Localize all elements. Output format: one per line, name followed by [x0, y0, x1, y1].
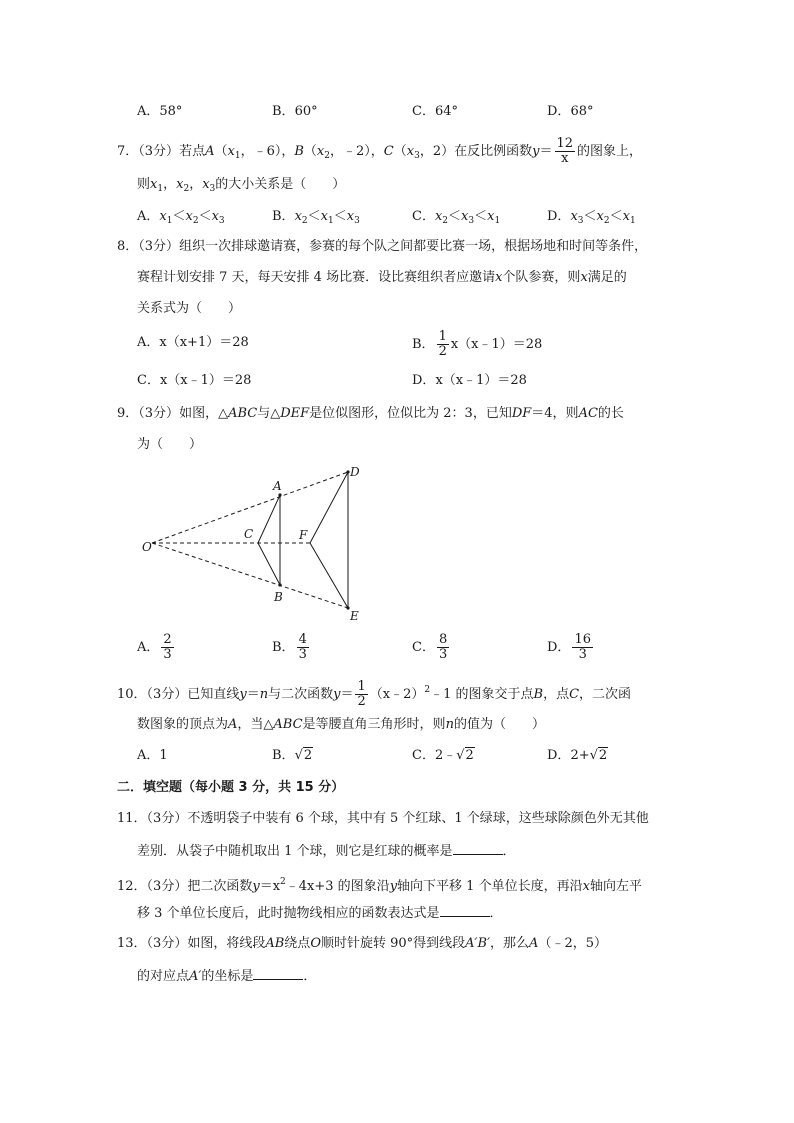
section-fill-in-title: 二．填空题（每小题 3 分，共 15 分） [117, 780, 345, 795]
q9-line1: 9．（3分）如图，△ABC与△DEF是位似图形，位似比为 2：3，已知DF＝4，则AC的长 [117, 406, 624, 421]
q7-option-b: B．$x_2<x_1<x_3$ [272, 209, 360, 226]
q9-label-d: D [350, 465, 360, 479]
q11-line1: 11．（3分）不透明袋子中装有 6 个球，其中有 5 个红球、1 个绿球，这些球除颜色外无其他 [117, 811, 649, 826]
q6-option-c: C．64° [412, 104, 458, 119]
q9-label-o: O [142, 540, 152, 554]
q9-figure [130, 460, 370, 625]
q12-line2: 移 3 个单位长度后，此时抛物线相应的函数表达式是 ． [137, 903, 503, 924]
q8-line1: 8．（3分）组织一次排球邀请赛，参赛的每个队之间都要比赛一场，根据场地和时间等条件， [117, 239, 648, 254]
q8-option-b-fraction: $\frac{1}{2}$ [438, 329, 447, 359]
q9-label-a: A [273, 479, 282, 493]
q10-option-b: B．√2 [272, 746, 313, 766]
q8-option-c: C．x（x﹣1）＝28 [137, 373, 252, 388]
q7-line1: 7．（3分）若点$A(x_1$，﹣6），$B(x_2$，﹣2），$C(x_3$，2）在反比例函数y＝ $\frac{12}{x}$ 的图象上， [117, 136, 643, 166]
q8-option-b: B． $\frac{1}{2}$ x（x﹣1）＝28 [412, 329, 543, 359]
q9-label-b: B [274, 590, 283, 604]
sqrt-symbol: √2 [456, 748, 474, 763]
q9-label-e: E [350, 609, 359, 623]
sqrt-symbol: √2 [589, 748, 608, 763]
q8-line2: 赛程计划安排 7 天，每天安排 4 场比赛．设比赛组织者应邀请x个队参赛，则x满足的 [137, 270, 627, 285]
q12-line1: 12．（3分）把二次函数$y=x^2﹣4x+3$ 的图象沿y轴向下平移 1 个单位长度，再沿x轴向左平 [117, 877, 642, 894]
q6-option-b: B．60° [272, 104, 318, 119]
q9-option-b: B． $\frac{4}{3}$ [272, 632, 307, 662]
q10-option-c: C．2﹣√2 [412, 746, 475, 766]
q9-option-a: A． $\frac{2}{3}$ [137, 632, 172, 662]
q8-line3: 关系式为（ ） [137, 301, 242, 316]
q8-option-d: D．x（x﹣1）＝28 [412, 373, 527, 388]
q7-option-c: C．$x_2<x_3<x_1$ [412, 209, 501, 226]
q9-triangle-def [310, 472, 348, 608]
q13-answer-blank[interactable] [253, 966, 303, 980]
q10-line2: 数图象的顶点为A，当△ABC是等腰直角三角形时，则n的值为（ ） [137, 717, 545, 732]
q6-option-a: A．58° [137, 104, 183, 119]
q6-option-d: D．68° [547, 104, 594, 119]
q7-line2: 则$x_1$，$x_2$，$x_3$的大小关系是（ ） [137, 177, 346, 194]
q9-option-d: D． $\frac{16}{3}$ [547, 632, 591, 662]
q11-answer-blank[interactable] [453, 841, 503, 855]
q9-triangle-abc [258, 495, 280, 585]
q9-dashed-oe [152, 543, 348, 608]
q10-option-a: A．1 [137, 748, 168, 763]
q13-line2: 的对应点A′的坐标是 ． [137, 966, 316, 987]
q11-line2: 差别．从袋子中随机取出 1 个球，则它是红球的概率是 ． [137, 841, 516, 862]
q12-answer-blank[interactable] [440, 903, 490, 917]
q7-option-d: D．$x_3<x_2<x_1$ [547, 209, 636, 226]
q7-fraction: $\frac{12}{x}$ [556, 136, 574, 166]
q13-line1: 13．（3分）如图，将线段AB绕点O顺时针旋转 90°得到线段A′B′，那么A（﹣2，5） [117, 936, 607, 951]
q9-label-f: F [299, 528, 308, 542]
q9-line2: 为（ ） [137, 437, 203, 452]
q9-option-c: C． $\frac{8}{3}$ [412, 632, 448, 662]
q8-option-a: A．x（x+1）＝28 [137, 335, 249, 350]
sqrt-symbol: √2 [294, 748, 313, 763]
q7-option-a: A．$x_1<x_2<x_3$ [137, 209, 225, 226]
q10-line1: 10．（3分）已知直线y＝n与二次函数y＝ $\frac{1}{2}$ （x﹣2）$^2$﹣1 的图象交于点B，点C，二次函 [117, 679, 632, 709]
q10-option-d: D．2+√2 [547, 746, 608, 766]
q9-label-c: C [244, 527, 254, 541]
